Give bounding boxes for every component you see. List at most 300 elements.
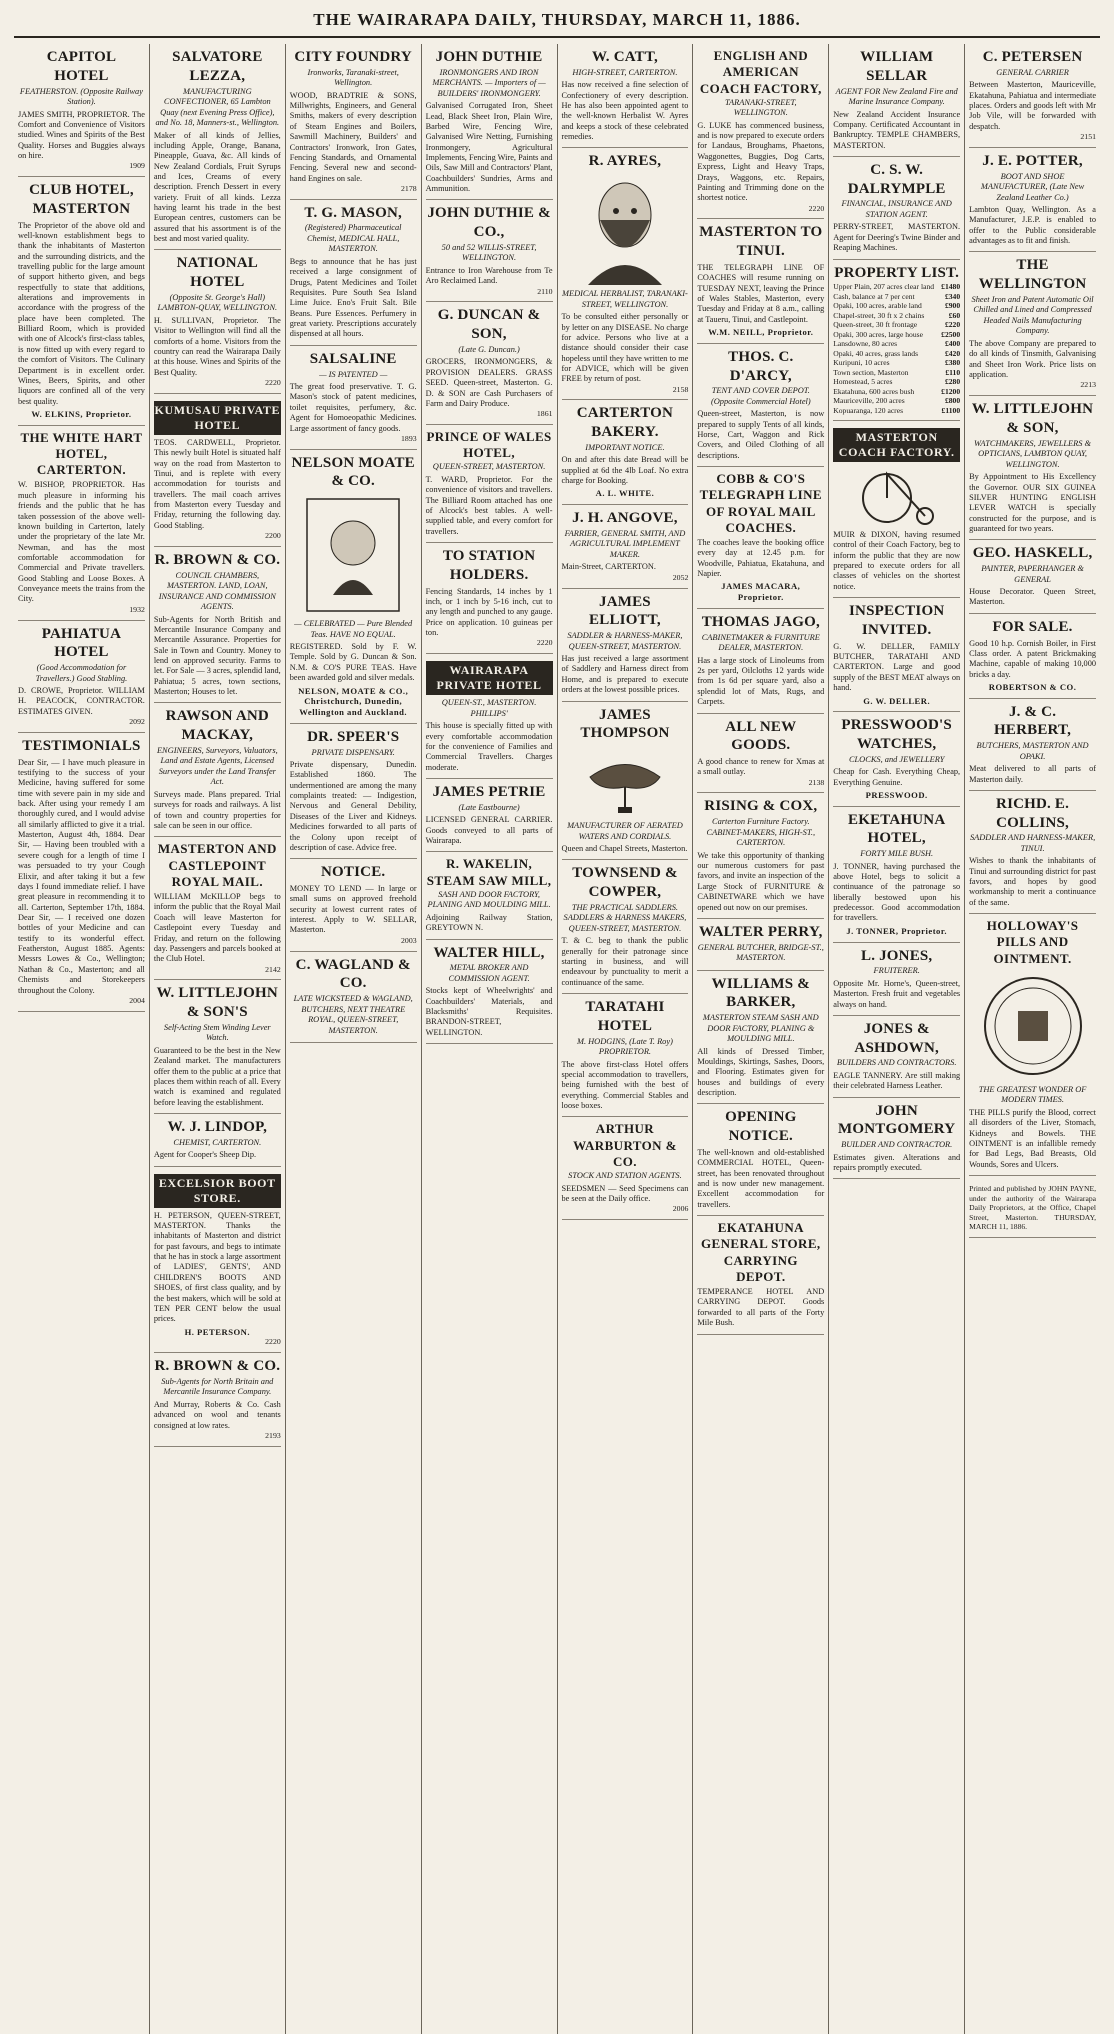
ad-heading: JAMES ELLIOTT, — [589, 593, 661, 629]
ad-body: WILLIAM McKILLOP begs to inform the public that the Royal Mail Coach will leave Masterton for Castlepoint every Tuesday and Friday, and return on the following day. Passengers and parcels booked at the Club Hotel. — [153, 892, 281, 964]
ad-heading: ARTHUR WARBURTON & CO. — [573, 1121, 677, 1169]
column — [693, 44, 829, 2034]
property-item: Cash, balance at 7 per cent — [833, 291, 915, 301]
advertisement — [833, 807, 960, 943]
ad-body: T. WARD, Proprietor. For the convenience of visitors and travellers. The Billiard Room attached has one of Alcock's best tables. A well-supplied table, and every comfort for travellers. — [425, 474, 553, 536]
advertisement — [290, 952, 417, 1044]
ad-heading: JOHN MONTGOMERY — [838, 1102, 956, 1138]
ad-number: 2151 — [1080, 132, 1096, 142]
ad-body: The above Company are prepared to do all kinds of Tinsmith, Galvanising and Sheet Iron Work. Price lists on application. — [969, 338, 1096, 380]
ad-number: 1861 — [536, 409, 553, 419]
advertisement — [426, 654, 553, 779]
ad-subheading: CLOCKS, and JEWELLERY — [848, 754, 945, 764]
ad-heading: TESTIMONIALS — [22, 737, 141, 754]
advertisement — [833, 943, 960, 1016]
ad-heading: FOR SALE. — [992, 618, 1073, 635]
ad-subheading: MASTERTON STEAM SASH AND DOOR FACTORY, PLANING & MOULDING MILL. — [702, 1013, 819, 1044]
ad-subheading: (Registered) Pharmaceutical Chemist, MEDICAL HALL, MASTERTON. — [304, 223, 402, 254]
advertisement — [562, 505, 689, 588]
ad-subheading: 50 and 52 WILLIS-STREET, WELLINGTON. — [441, 242, 537, 263]
advertisement — [969, 540, 1096, 613]
ad-body: A good chance to renew for Xmas at a small outlay. — [697, 757, 825, 777]
ad-heading: JAMES THOMPSON — [580, 706, 670, 742]
ad-number: 1893 — [401, 433, 417, 443]
advertisement — [562, 589, 689, 702]
advertisement — [562, 148, 689, 400]
ad-subheading: MANUFACTURER OF AERATED WATERS AND CORDIALS. — [567, 821, 683, 841]
ad-number: 2220 — [808, 203, 825, 213]
ad-number: 2110 — [537, 286, 553, 296]
ad-body: Main-Street, CARTERTON. — [561, 562, 656, 572]
ad-proprietor: ROBERTSON & CO. — [988, 681, 1077, 692]
column — [558, 44, 694, 2034]
ad-heading: J. H. ANGOVE, — [572, 510, 678, 527]
ad-heading: JAMES PETRIE — [432, 783, 546, 800]
ad-body: MONEY TO LEND — In large or small sums on approved freehold security at lowest current rates of interest. Apply to W. SELLAR, Masterton. — [289, 884, 417, 935]
ad-body: The great food preservative. T. G. Mason's stock of patent medicines, toilet requisites, perfumery, &c. Agent for Homoeopathic Medicines. Large assortment of fancy goods. — [289, 382, 417, 433]
advertisement — [426, 425, 553, 543]
ad-body: Between Masterton, Mauriceville, Ekatahuna, Pahiatua and intermediate places. Orders and goods left with Mr Job Vile, will be forwarded with despatch. — [969, 80, 1096, 131]
ad-heading: W. LITTLEJOHN & SON'S — [156, 985, 278, 1021]
ad-body: Good 10 h.p. Cornish Boiler, in First Class order. A patent Brickmaking Machine, capable of making 10,000 bricks a day. — [969, 638, 1096, 679]
advertisement — [562, 702, 689, 861]
property-row — [833, 330, 960, 339]
ad-subheading: CABINETMAKER & FURNITURE DEALER, MASTERTON. — [701, 632, 820, 653]
ad-subheading: METAL BROKER AND COMMISSION AGENT. — [448, 963, 530, 983]
advertisement — [18, 426, 145, 621]
advertisement — [18, 44, 145, 177]
advertisement — [697, 344, 824, 467]
advertisement — [697, 1216, 824, 1334]
ad-subheading: Carterton Furniture Factory. CABINET-MAKERS, HIGH-ST., CARTERTON. — [706, 817, 816, 848]
advertisement — [154, 44, 281, 250]
ad-heading: THE WHITE HART HOTEL, CARTERTON. — [20, 429, 143, 478]
advertisement — [154, 547, 281, 704]
ad-subheading: THE PRACTICAL SADDLERS. SADDLERS & HARNESS MAKERS, QUEEN-STREET, MASTERTON. — [563, 902, 687, 933]
ad-body: To be consulted either personally or by letter on any DISEASE. No charge for advice. Persons who live at a distance should consider their case hopeless until they have written to me for ADVICE, which will be given FREE by return of post. — [561, 312, 689, 384]
advertisement — [154, 1114, 281, 1167]
ad-proprietor: JAMES MACARA, Proprietor. — [721, 581, 801, 603]
ad-body: New Zealand Accident Insurance Company. Certificated Accountant in Bankruptcy. TEMPLE CHAMBERS, MASTERTON. — [833, 109, 961, 150]
ad-subheading: Sheet Iron and Patent Automatic Oil Chilled and Lined and Compressed Headed Nails Manufacturing Company. — [971, 294, 1094, 336]
property-row — [833, 320, 960, 329]
column — [422, 44, 558, 2034]
ad-heading: NELSON MOATE & CO. — [291, 454, 415, 490]
ad-proprietor: H. PETERSON. — [184, 1326, 251, 1337]
advertisement — [697, 44, 824, 219]
property-price: £380 — [944, 358, 961, 368]
ad-subheading: M. HODGINS, (Late T. Roy) PROPRIETOR. — [576, 1036, 673, 1057]
ad-subheading: AGENT FOR New Zealand Fire and Marine Insurance Company. — [835, 86, 958, 106]
property-item: Kuripuni, 10 acres — [833, 358, 890, 368]
ad-heading: PROPERTY LIST. — [834, 264, 960, 281]
advertisement — [290, 859, 417, 951]
ad-number: 2220 — [265, 378, 281, 388]
property-price: £60 — [948, 310, 961, 320]
ad-heading: R. AYRES, — [588, 153, 662, 170]
ad-proprietor: NELSON, MOATE & CO., Christchurch, Dunedin, Wellington and Auckland. — [298, 685, 409, 718]
ad-body: Meat delivered to all parts of Masterton daily. — [969, 764, 1096, 784]
ad-body: Sub-Agents for North British and Mercantile Insurance Company and Mercantile Assurance. Properties for Sale in Town and Country. Money to lend on approved security. Farms to let. For Sale — 3 acres, splendid land, Pahiatua; 5 acres, town sections, Masterton; Houses to let. — [153, 614, 281, 697]
advertisement — [697, 919, 824, 971]
ad-subheading: (Good Accommodation for Travellers.) Good Stabling. — [35, 663, 128, 683]
ad-number: 2220 — [265, 1337, 281, 1347]
ad-subheading: SADDLER AND HARNESS-MAKER, TINUI. — [969, 833, 1096, 853]
property-row — [833, 368, 960, 377]
ad-heading: PAHIATUA HOTEL — [41, 625, 122, 661]
property-row — [833, 406, 960, 415]
ad-number: 2142 — [265, 964, 281, 974]
advertisement — [833, 712, 960, 806]
ad-number: 1932 — [129, 604, 145, 614]
ad-subheading: TARANAKI-STREET, WELLINGTON. — [725, 97, 797, 118]
advertisement — [290, 450, 417, 724]
ad-heading: W. J. LINDOP, — [167, 1119, 268, 1136]
property-row — [833, 311, 960, 320]
ad-subheading: STOCK AND STATION AGENTS. — [568, 1171, 682, 1181]
ad-heading: EKATAHUNA GENERAL STORE, CARRYING DEPOT. — [701, 1220, 821, 1284]
advertisement — [562, 400, 689, 505]
ad-subheading: GENERAL CARRIER — [996, 67, 1069, 77]
property-item: Chapel-street, 30 ft x 2 chains — [833, 310, 925, 320]
ad-body: H. PETERSON, QUEEN-STREET, MASTERTON. Thanks the inhabitants of Masterton and district for past favours, and begs to intimate that he has in stock a large assortment of LADIES', GENTS', AND CHILDREN'S BOOTS AND SHOES, of first class quality, and by the best makers, which will be sold at TEN PER CENT below the usual prices. — [153, 1210, 281, 1324]
property-row — [833, 349, 960, 358]
ad-proprietor: A. L. WHITE. — [595, 488, 655, 499]
property-price: £280 — [944, 377, 961, 387]
ad-body: Stocks kept of Wheelwrights' and Coachbuilders' Materials, and Blacksmiths' Requisites. BRANDON-STREET, WELLINGTON. — [425, 986, 553, 1037]
ad-body: Begs to announce that he has just received a large consignment of Drugs, Patent Medicines and Toilet Requisites. Pure South Sea Island Lime Juice. Eno's Fruit Salt. Bile Beans. Pure Essences. Perfumery in great variety. Prescriptions accurately dispensed at all hours. — [289, 256, 417, 339]
ad-subheading: QUEEN-STREET, MASTERTON. — [432, 462, 546, 472]
ad-body: Galvanised Corrugated Iron, Sheet Lead, Black Sheet Iron, Plain Wire, Barbed Wire, Fencing Wire, Galvanised Wire Netting, Furnishing Ironmongery, Agricultural Implements, Fencing Wire, Paints and Oils, Saw Mill and Contractors' Plant, Coachbuilders' Sundries, Arms and Ammunition. — [425, 101, 553, 194]
ad-number: 2006 — [672, 1204, 689, 1214]
ad-heading: C. PETERSEN — [982, 49, 1083, 65]
ad-heading: THOS. C. D'ARCY, — [728, 348, 794, 384]
ad-body: LICENSED GENERAL CARRIER. Goods conveyed to all parts of Wairarapa. — [425, 815, 553, 845]
ad-heading: JOHN DUTHIE & CO., — [427, 205, 551, 241]
ad-subheading: ENGINEERS, Surveyors, Valuators, Land and Estate Agents, Licensed Surveyors under the Land Transfer Act. — [156, 745, 278, 787]
advertisement — [833, 157, 960, 260]
ad-heading: WALTER HILL, — [433, 944, 545, 961]
ad-heading: C. S. W. DALRYMPLE — [847, 161, 946, 197]
property-price: £1100 — [941, 405, 961, 415]
property-row — [833, 387, 960, 396]
ad-subheading: QUEEN-ST., MASTERTON. PHILLIPS' — [441, 698, 537, 718]
advertisement — [833, 1016, 960, 1098]
advertisement — [154, 1353, 281, 1447]
ad-heading: CLUB HOTEL, MASTERTON — [29, 182, 134, 217]
ad-body: G. W. DELLER, FAMILY BUTCHER, TARATAHI AND CARTERTON. Large and good supply of the BEST MEAT always on hand. — [833, 641, 961, 693]
ad-subheading: BOOT AND SHOE MANUFACTURER, (Late New Zealand Leather Co.) — [980, 171, 1085, 202]
ad-number: 1909 — [129, 161, 145, 171]
advertisement — [562, 44, 689, 148]
ad-number: 2004 — [129, 995, 145, 1005]
ad-subheading: PRIVATE DISPENSARY. — [311, 747, 395, 757]
advertisement — [154, 1167, 281, 1353]
ad-body: Has just received a large assortment of Saddlery and Harness direct from Home, and is prepared to execute orders at the lowest possible prices. — [561, 654, 689, 695]
ad-body: Maker of all kinds of Jellies, including Apple, Orange, Banana, Pineapple, Guava, &c. All kinds of New Zealand Cordials, Fruit Syrups and Ices, Creams of every description. French Dessert in every variety. Fruit of all kinds. Lezza having learnt his trade in the best European centres, customers can be assured that his assortment is of the best and most varied quality. — [153, 130, 281, 244]
advertisement — [833, 260, 960, 422]
ad-heading: ALL NEW GOODS. — [725, 718, 797, 754]
ad-subheading: FINANCIAL, INSURANCE AND STATION AGENT. — [841, 199, 952, 219]
ad-body: MUIR & DIXON, having resumed control of their Coach Factory, beg to inform the public that they are now prepared to execute orders for all classes of vehicles on the shortest notice. — [833, 530, 961, 591]
ad-body: PERRY-STREET, MASTERTON. Agent for Deering's Twine Binder and Reaping Machines. — [833, 222, 961, 253]
property-item: Homestead, 5 acres — [833, 377, 893, 387]
property-row — [833, 339, 960, 348]
advertisement — [562, 1117, 689, 1220]
column — [150, 44, 286, 2034]
ad-subheading: (Late G. Duncan.) — [458, 344, 520, 354]
ad-subheading: (Opposite St. George's Hall) LAMBTON-QUAY, WELLINGTON. — [157, 292, 278, 313]
ad-body: The coaches leave the booking office every day at 12.45 p.m. for Woodville, Pahiatua, Ekatahuna, and Napier. — [697, 538, 825, 579]
tea-trademark-icon — [303, 495, 403, 615]
property-item: Kopuaranga, 120 acres — [833, 405, 904, 415]
ad-body: The above first-class Hotel offers special accommodation to travellers, being furnished with the best of everything. Commercial Stables and loose boxes. — [561, 1059, 689, 1111]
ad-heading: THOMAS JAGO, — [701, 613, 820, 630]
ad-body: Cheap for Cash. Everything Cheap, Everything Genuine. — [833, 767, 961, 787]
ad-number: 2193 — [265, 1430, 281, 1440]
advertisement — [426, 302, 553, 425]
ad-subheading: FARRIER, GENERAL SMITH, AND AGRICULTURAL IMPLEMENT MAKER. — [564, 528, 686, 559]
property-price: £800 — [944, 396, 961, 406]
advertisement — [969, 44, 1096, 148]
advertisement — [969, 614, 1096, 699]
ad-heading: RISING & COX, — [704, 798, 818, 815]
ad-subheading: BUILDER AND CONTRACTOR. — [841, 1140, 953, 1150]
column — [965, 44, 1100, 2034]
ad-heading: NOTICE. — [321, 864, 386, 881]
ad-heading: JOHN DUTHIE — [435, 49, 543, 65]
advertisement — [18, 621, 145, 733]
ad-subheading: FEATHERSTON. (Opposite Railway Station). — [19, 86, 143, 106]
advertisement — [697, 219, 824, 343]
advertisement — [18, 733, 145, 1012]
penny-farthing-icon — [857, 466, 937, 526]
ad-subheading: SASH AND DOOR FACTORY, PLANING AND MOULDING MILL. — [427, 889, 551, 910]
property-price: £340 — [944, 291, 961, 301]
ad-heading: INSPECTION INVITED. — [849, 603, 945, 638]
column — [829, 44, 965, 2034]
ad-body: SEEDSMEN — Seed Specimens can be seen at the Daily office. — [561, 1183, 689, 1204]
ad-body: D. CROWE, Proprietor. WILLIAM H. PEACOCK, CONTRACTOR. ESTIMATES GIVEN. — [18, 686, 145, 716]
ad-heading: CAPITOL HOTEL — [46, 49, 117, 84]
property-item: Lansdowne, 80 acres — [833, 339, 898, 349]
ad-heading: KUMUSAU PRIVATE HOTEL — [154, 401, 281, 435]
ad-body: JAMES SMITH, PROPRIETOR. The Comfort and Convenience of Visitors studied. Wines and Spirits of the Best Quality. Horses and Buggies always on hire. — [18, 109, 145, 160]
advertisement — [154, 837, 281, 980]
ad-heading: RICHD. E. COLLINS, — [996, 795, 1070, 831]
ad-subheading: COUNCIL CHAMBERS, MASTERTON. LAND, LOAN, INSURANCE AND COMMISSION AGENTS. — [158, 570, 276, 612]
portrait-engraving-icon — [580, 175, 670, 285]
property-price: £400 — [944, 339, 961, 349]
property-item: Town section, Masterton — [833, 367, 909, 377]
ad-body: And Murray, Roberts & Co. Cash advanced on wool and tenants consigned at low rates. — [153, 1399, 281, 1430]
ad-body: The Proprietor of the above old and well-known establishment begs to thank the inhabitants of Masterton and the surrounding districts, and the travelling public for the large amount of support hitherto given, and begs respectfully to state that additions, alterations and improvements in accordance with the progress of the place have been completed. The Billiard Room, which is provided with one of Alcock's first-class tables, is now fitted up with every regard to the comfort of Visitors. The Culinary Department is in excellent order. Wines, Beers, Spirits, and other liquors are confined all of the very best quality. — [18, 220, 145, 406]
column — [14, 44, 150, 2034]
ad-body: Queen-street, Masterton, is now prepared to supply Tents of all kinds, Horse, Cart, Waggon and Rick Covers, and Oiled Clothing of all descriptions. — [697, 409, 825, 460]
ad-heading: CITY FOUNDRY — [294, 49, 412, 65]
ad-body: This house is specially fitted up with every comfortable accommodation for the convenience of Families and Commercial Travellers. Charges moderate. — [425, 721, 553, 772]
ad-heading: R. WAKELIN, STEAM SAW MILL, — [426, 856, 552, 888]
ad-body: On and after this date Bread will be supplied at 6d the 4lb Loaf. No extra charge for Booking. — [561, 455, 689, 486]
ad-number: 2052 — [672, 572, 689, 582]
ad-body: Queen and Chapel Streets, Masterton. — [561, 844, 688, 853]
ad-heading: JONES & ASHDOWN, — [854, 1020, 939, 1056]
advertisement — [833, 421, 960, 598]
advertisement — [697, 1104, 824, 1216]
advertisement — [697, 467, 824, 609]
advertisement — [697, 971, 824, 1105]
advertisement — [969, 914, 1096, 1176]
ad-heading: ENGLISH AND AMERICAN COACH FACTORY, — [699, 48, 822, 96]
ad-subheading: IMPORTANT NOTICE. — [585, 442, 665, 452]
advertisement — [833, 44, 960, 157]
ad-heading: COBB & CO'S TELEGRAPH LINE OF ROYAL MAIL COACHES. — [699, 471, 822, 535]
ad-subheading: — IS PATENTED — — [319, 369, 388, 379]
ad-body: By Appointment to His Excellency the Governor. OUR SIX GUINEA SILVER HUNTING ENGLISH LEVER WATCH is specially constructed for the purpose, and is guaranteed for two years. — [969, 472, 1096, 533]
advertisement — [833, 1098, 960, 1180]
advertisement — [290, 346, 417, 450]
ad-body: W. BISHOP, PROPRIETOR. Has much pleasure in informing his friends and the public that he has taken possession of the above well-known building in Carterton, lately under the proprietary of the late Mr. Newman, and has the most comfortable accommodation for Commercial and Private travellers. Good Stabling and Loose Boxes. A Conveyance meets the trains from the City. — [18, 480, 145, 604]
ad-heading: C. WAGLAND & CO. — [295, 956, 411, 992]
advertisement — [562, 860, 689, 994]
ad-number: 2213 — [1080, 380, 1096, 390]
ad-heading: J. & C. HERBERT, — [994, 703, 1072, 739]
ad-heading: MASTERTON TO TINUI. — [699, 224, 823, 260]
advertisement — [833, 598, 960, 712]
holloway-pills-icon — [978, 971, 1088, 1081]
property-item: Opaki, 40 acres, grass lands — [833, 348, 919, 358]
ad-heading: SALVATORE LEZZA, — [172, 49, 263, 84]
ad-body: TEOS. CARDWELL, Proprietor. This newly built Hotel is situated half way on the road from Masterton to Tinui, and is replete with every accommodation for tourists and travellers. The mail coach arrives from Masterton every Tuesday and Friday, returning the following day. Good Stabling. — [153, 437, 281, 530]
advertisement — [154, 394, 281, 547]
advertisement — [969, 1176, 1096, 1237]
ad-body: G. LUKE has commenced business, and is now prepared to execute orders for Landaus, Broughams, Phaetons, Waggonettes, Buggies, Dog Carts, Express, Light and Heavy Traps, Drays, Waggons, etc. Repairs, Painting and Trimming done on the shortest notice. — [697, 120, 825, 203]
column — [286, 44, 422, 2034]
advertisement — [18, 177, 145, 426]
ad-subheading: MEDICAL HERBALIST, TARANAKI-STREET, WELLINGTON. — [562, 289, 688, 309]
ad-heading: W. LITTLEJOHN & SON, — [971, 401, 1094, 436]
ad-number: 2220 — [536, 638, 553, 648]
property-row — [833, 282, 960, 291]
property-row — [833, 358, 960, 367]
ad-body: All kinds of Dressed Timber, Mouldings, Skirtings, Sashes, Doors, and Flooring. Estimates given for houses and buildings of every description. — [697, 1046, 825, 1098]
property-row — [833, 377, 960, 386]
ad-heading: L. JONES, — [860, 947, 933, 964]
ad-subheading: HIGH-STREET, CARTERTON. — [572, 67, 678, 77]
property-price: £1480 — [941, 282, 961, 292]
property-price: £420 — [944, 348, 961, 358]
advertisement — [290, 200, 417, 346]
ad-subheading: FRUITERER. — [873, 966, 920, 976]
advertisement — [969, 699, 1096, 791]
ad-subheading: SADDLER & HARNESS-MAKER, QUEEN-STREET, MASTERTON. — [567, 631, 683, 651]
ad-body: EAGLE TANNERY. Are still making their celebrated Harness Leather. — [833, 1070, 961, 1091]
ad-body: Private dispensary, Dunedin. Established 1860. The undermentioned are among the many complaints treated: — Indigestion, Nervous and General Debility, Diseases of the Liver and Kidneys. Medicines forwarded to all parts of the Colony upon receipt of description of case. Advice free. — [289, 760, 417, 852]
ad-heading: R. BROWN & CO. — [154, 1358, 281, 1375]
ad-subheading: IRONMONGERS AND IRON MERCHANTS. — Importers of — BUILDERS' IRONMONGERY. — [432, 67, 546, 98]
ad-heading: CARTERTON BAKERY. — [576, 405, 674, 441]
ad-heading: MASTERTON COACH FACTORY. — [833, 428, 960, 462]
ad-heading: J. E. POTTER, — [982, 152, 1083, 169]
ad-body: The well-known and old-established COMMERCIAL HOTEL, Queen-street, has been renovated throughout and is now under new management. Excellent accommodation for travellers. — [697, 1147, 825, 1209]
ad-body: We take this opportunity of thanking our numerous customers for past favors, and invite an inspection of the Large Stock of FURNITURE & CABINETWARE which we have opened out now on our premises. — [697, 850, 825, 912]
ad-body: TEMPERANCE HOTEL AND CARRYING DEPOT. Goods forwarded to all parts of the Forty Mile Bush. — [697, 1287, 825, 1328]
ad-proprietor: G. W. DELLER. — [863, 695, 931, 706]
advertisement — [969, 148, 1096, 253]
ad-heading: EXCELSIOR BOOT STORE. — [154, 1174, 281, 1208]
ad-subheading: BUTCHERS, MASTERTON AND OPAKI. — [976, 741, 1089, 761]
advertisement — [562, 994, 689, 1117]
ad-subheading: (Late Eastbourne) — [458, 802, 520, 812]
ad-subheading: — CELEBRATED — Pure Blended Teas. HAVE NO EQUAL. — [294, 619, 413, 639]
ad-subheading: THE GREATEST WONDER OF MODERN TIMES. — [978, 1084, 1087, 1105]
ad-heading: SALSALINE — [309, 350, 397, 367]
ad-number: 2200 — [265, 531, 281, 541]
ad-body: GROCERS, IRONMONGERS, & PROVISION DEALERS. GRASS SEED. Queen-street, Masterton. G. D. & SON are Cash Purchasers of Farm and Dairy Produce. — [425, 357, 553, 408]
property-item: Upper Plain, 207 acres clear land — [833, 282, 935, 292]
ad-heading: TOWNSEND & COWPER, — [572, 865, 678, 901]
advertisement — [697, 793, 824, 918]
ad-body: Entrance to Iron Warehouse from Te Aro Reclaimed Land. — [425, 265, 553, 286]
ad-subheading: Ironworks, Taranaki-street, Wellington. — [307, 67, 399, 88]
ad-number: 2158 — [672, 384, 689, 394]
ad-body: WOOD, BRADTRIE & SONS, Millwrights, Engineers, and General Smiths, makers of every description of Steam Engines and Boilers, Sawmill Machinery, Builders' and Contractors' Ironwork, Iron Gates, Fencing Standards, and Ornamental Fencing. Several new and second-hand Engines on sale. — [289, 90, 417, 183]
ad-number: 2003 — [401, 935, 417, 945]
advertisement — [426, 779, 553, 852]
ad-heading: TO STATION HOLDERS. — [442, 548, 536, 583]
ad-body: Surveys made. Plans prepared. Trial surveys for roads and railways. A list of town and country properties for sale can be seen in our office. — [153, 789, 281, 831]
ad-body: Lambton Quay, Wellington. As a Manufacturer, J.E.P. is enabled to offer to the Public considerable advantages as to fit and finish. — [969, 205, 1096, 246]
ad-body: Dear Sir, — I have much pleasure in testifying to the success of your Medicine, having suffered for some time with severe pain in my side and back. After using your remedy I am thoroughly cured, and I would advise all similarly afflicted to give it a trial. Masterton, August 4th, 1884. Dear Sir, — Having been troubled with a severe cough for a length of time I was persuaded to try your Cough Elixir, and after taking it but a few days I found immediate relief. I have great pleasure in recommending it to all. Carterton, September 17th, 1884. Dear Sir, — I received one dozen bottles of your Medicine and can testify to its wonderful effect. Featherston, August 1885. Agents: Messrs Lowes & Co., Wellington; Nathan & Co., Masterton; and all Chemists and Storekeepers throughout the Colony. — [18, 757, 145, 995]
ad-body: Agent for Cooper's Sheep Dip. — [153, 1150, 257, 1160]
advertisement — [697, 609, 824, 714]
ad-subheading: Self-Acting Stem Winding Lever Watch. — [163, 1022, 271, 1043]
ad-body: Guaranteed to be the best in the New Zealand market. The manufacturers offer them to the public at a price that places them within reach of all. Every watch is examined and regulated before leaving the establishment. — [153, 1045, 281, 1107]
ad-proprietor: W. ELKINS, Proprietor. — [31, 409, 132, 419]
advertisement — [154, 703, 281, 837]
ad-body: THE TELEGRAPH LINE OF COACHES will resume running on TUESDAY NEXT, leaving the Prince of Wales Stables, Masterton, every Tuesday and Friday at 8 a.m., calling at Taueru, Tinui, and Castlepoint. — [697, 262, 825, 324]
property-row — [833, 301, 960, 310]
ad-heading: RAWSON AND MACKAY, — [165, 708, 269, 744]
ad-heading: EKETAHUNA HOTEL, — [848, 811, 946, 847]
property-price: £110 — [945, 367, 961, 377]
advertisement — [426, 44, 553, 200]
ad-subheading: BUILDERS AND CONTRACTORS. — [836, 1058, 957, 1068]
ad-proprietor: PRESSWOOD. — [865, 789, 928, 800]
ad-body: J. TONNER, having purchased the above Hotel, begs to solicit a continuance of the patronage so liberally bestowed upon his predecessor. Good accommodation for travellers. — [833, 861, 961, 923]
advertisement — [969, 396, 1096, 540]
advertisement — [290, 44, 417, 200]
ad-heading: R. BROWN & CO. — [154, 551, 281, 568]
advertisement — [426, 200, 553, 302]
advertisement — [697, 714, 824, 794]
ad-heading: HOLLOWAY'S PILLS AND OINTMENT. — [986, 918, 1079, 966]
ad-number: 2092 — [129, 717, 145, 727]
ad-body: Opposite Mr. Horne's, Queen-street, Masterton. Fresh fruit and vegetables always on hand. — [833, 978, 961, 1009]
property-price: £900 — [944, 301, 961, 311]
property-price: £220 — [944, 320, 961, 330]
ad-subheading: PAINTER, PAPERHANGER & GENERAL — [981, 564, 1084, 584]
advertisement — [426, 543, 553, 654]
printer-imprint: Printed and published by JOHN PAYNE, under the authority of the Wairarapa Daily Proprietors, at the Office, Chapel Street, Masterton. THURSDAY, MARCH 11, 1886. — [969, 1184, 1096, 1232]
ad-subheading: LATE WICKSTEED & WAGLAND, BUTCHERS, NEXT THEATRE ROYAL, QUEEN-STREET, MASTERTON. — [293, 994, 413, 1035]
ad-body: H. SULLIVAN, Proprietor. The Visitor to Wellington will find all the comforts of a home. Visitors from the country can read the Wairarapa Daily at this house. Wines and Spirits of the Best Quality. — [153, 315, 281, 377]
property-row — [833, 396, 960, 405]
ad-subheading: FORTY MILE BUSH. — [860, 849, 934, 859]
ad-subheading: MANUFACTURING CONFECTIONER, 65 Lambton Quay (next Evening Press Office), and No. 18, Manners-st., Wellington. — [155, 86, 280, 127]
property-item: Ekatahuna, 600 acres bush — [833, 386, 915, 396]
advertisement — [154, 980, 281, 1114]
